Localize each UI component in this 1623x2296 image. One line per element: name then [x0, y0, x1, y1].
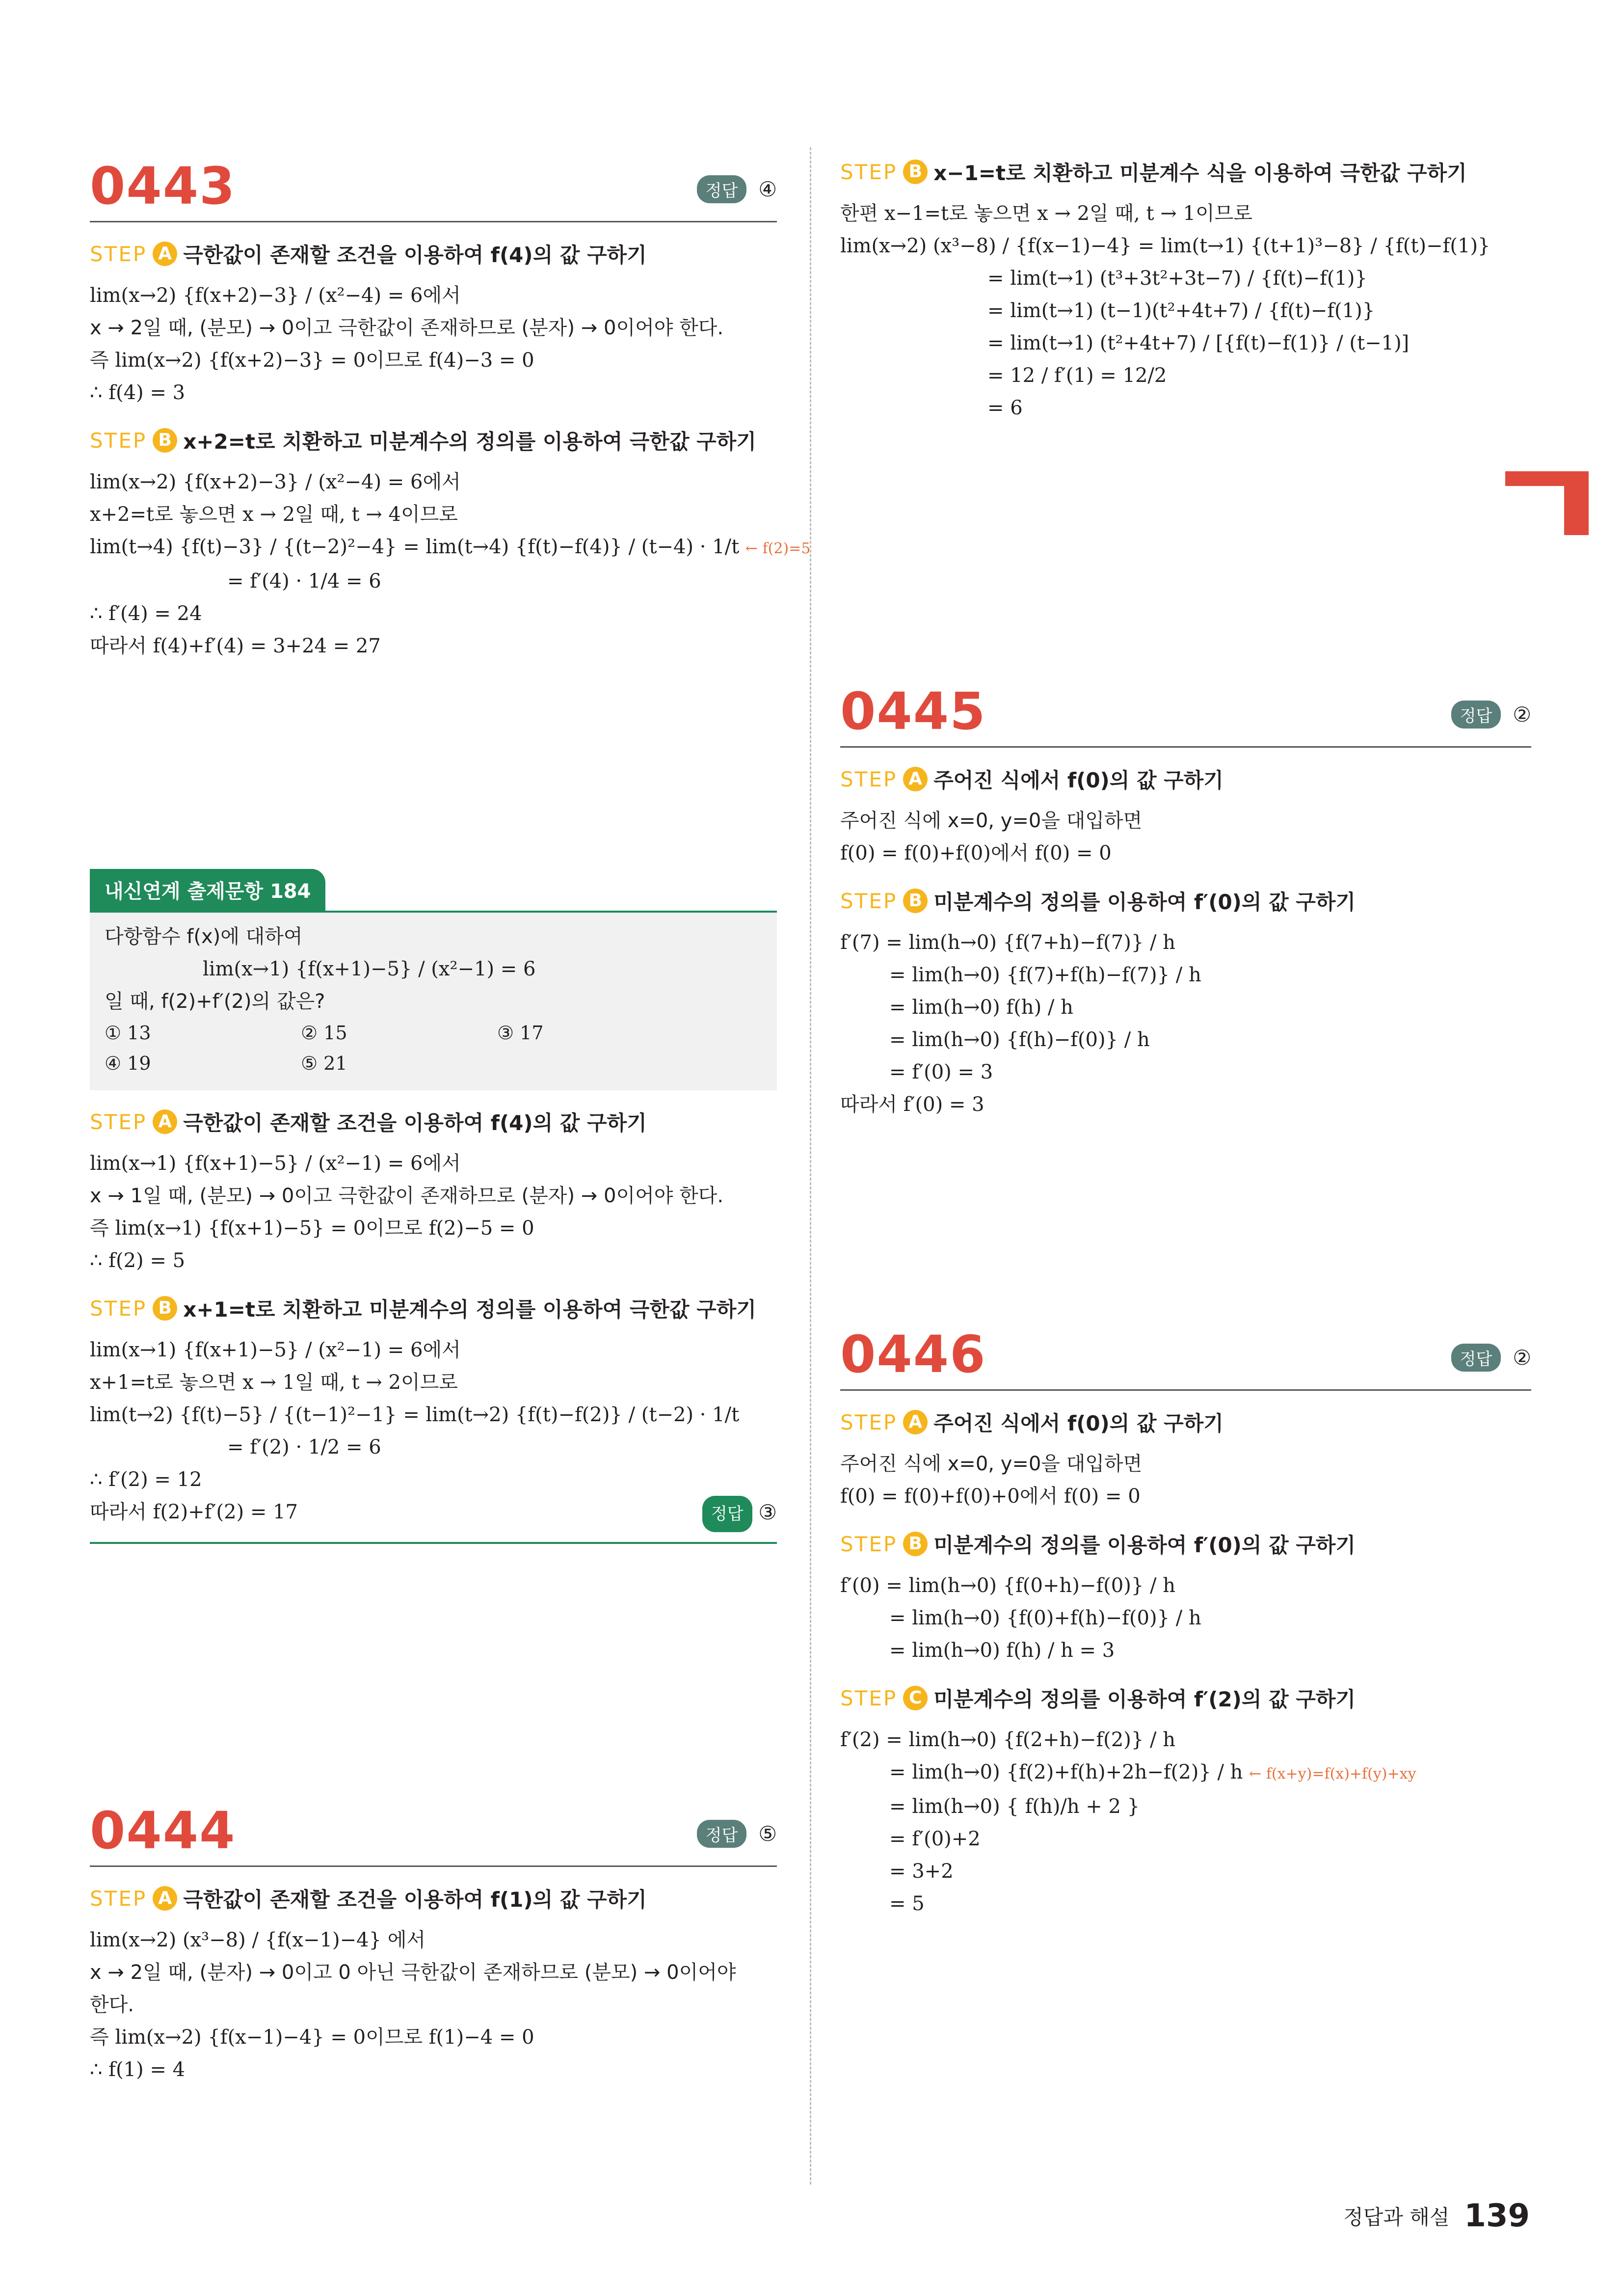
step-label: STEP	[90, 242, 147, 266]
solution-line: x+1=t로 놓으면 x → 1일 때, t → 2이므로	[90, 1371, 458, 1394]
problem-0444-continued	[840, 157, 1531, 424]
step-letter: B	[903, 160, 928, 184]
solution-line: 따라서 f(4)+f′(4) = 3+24 = 27	[90, 635, 381, 657]
solution-line: ∴ f(1) = 4	[90, 2058, 186, 2081]
step-title: 미분계수의 정의를 이용하여 f′(2)의 값 구하기	[933, 1687, 1356, 1711]
related-problem-box	[90, 869, 777, 1544]
solution-line: 한다.	[90, 1994, 134, 2016]
chapter-tab	[1564, 471, 1589, 535]
problem-number: 0444	[90, 1801, 236, 1861]
question-line: 다항함수 f(x)에 대하여	[105, 925, 303, 948]
step-title: 미분계수의 정의를 이용하여 f′(0)의 값 구하기	[933, 1533, 1356, 1557]
solution-line: = f′(0) = 3	[889, 1061, 993, 1083]
step-letter: A	[903, 1410, 928, 1434]
answer	[702, 1496, 777, 1532]
choice-2: ② 15	[301, 1022, 347, 1044]
box-header	[90, 869, 777, 913]
box-end-rule	[90, 1542, 777, 1544]
solution-line: 따라서 f′(0) = 3	[840, 1093, 984, 1116]
question-line: 일 때, f(2)+f′(2)의 값은?	[105, 990, 325, 1013]
question-line: lim(x→1) {f(x+1)−5} / (x²−1) = 6	[203, 958, 536, 980]
solution-line: x → 1일 때, (분모) → 0이고 극한값이 존재하므로 (분자) → 0이어야 한다.	[90, 1185, 724, 1207]
solution-line: 즉 lim(x→2) {f(x+2)−3} = 0이므로 f(4)−3 = 0	[90, 349, 534, 372]
problem-header	[90, 147, 777, 222]
solution-line: = lim(h→0) f(h) / h = 3	[889, 1639, 1115, 1662]
conclusion: 따라서 f(2)+f′(2) = 17	[90, 1501, 298, 1523]
step-letter: A	[153, 242, 177, 266]
step-title: 주어진 식에서 f(0)의 값 구하기	[933, 1411, 1224, 1435]
step-label: STEP	[840, 1410, 898, 1434]
solution-line	[840, 1756, 1531, 1790]
step-b-heading	[840, 157, 1531, 187]
step-letter: B	[903, 889, 928, 913]
choice-3: ③ 17	[497, 1022, 544, 1044]
solution-line: = lim(h→0) { f(h)/h + 2 }	[889, 1795, 1140, 1818]
problem-header	[840, 673, 1531, 748]
step-letter: B	[153, 428, 177, 453]
step-title: 주어진 식에서 f(0)의 값 구하기	[933, 768, 1224, 792]
solution-line	[90, 1496, 777, 1532]
side-note: ← f(x+y)=f(x)+f(y)+xy	[1249, 1765, 1416, 1783]
step-label: STEP	[840, 1686, 898, 1710]
problem-header	[90, 1792, 777, 1867]
equation: = lim(h→0) {f(2)+f(h)+2h−f(2)} / h	[889, 1761, 1243, 1783]
footer-label: 정답과 해설	[1343, 2205, 1450, 2229]
equation: lim(t→4) {f(t)−3} / {(t−2)²−4} = lim(t→4) {f(t)−f(4)} / (t−4) · 1/t	[90, 536, 740, 558]
problem-0446	[840, 1316, 1531, 1920]
solution-line: lim(x→2) {f(x+2)−3} / (x²−4) = 6에서	[90, 284, 461, 307]
problem-0445	[840, 673, 1531, 1121]
solution-line: = lim(h→0) {f(h)−f(0)} / h	[889, 1028, 1150, 1051]
solution-line: = f′(0)+2	[889, 1828, 981, 1850]
choice-5: ⑤ 21	[301, 1053, 347, 1074]
step-title: 극한값이 존재할 조건을 이용하여 f(4)의 값 구하기	[183, 243, 647, 267]
solution-line: 즉 lim(x→2) {f(x−1)−4} = 0이므로 f(1)−4 = 0	[90, 2026, 534, 2049]
solution-line: lim(x→2) (x³−8) / {f(x−1)−4} = lim(t→1) {(t+1)³−8} / {f(t)−f(1)}	[840, 235, 1490, 257]
step-b-heading	[90, 426, 777, 455]
step-letter: A	[153, 1886, 177, 1911]
problem-0444	[90, 1792, 777, 2086]
solution-line: f(0) = f(0)+f(0)+0에서 f(0) = 0	[840, 1485, 1141, 1508]
step-label: STEP	[840, 1532, 898, 1556]
solution-line: ∴ f(4) = 3	[90, 381, 186, 404]
choice-1: ① 13	[105, 1022, 151, 1044]
answer	[697, 1820, 777, 1848]
solution-line: = f′(4) · 1/4 = 6	[227, 570, 381, 593]
solution-line: f′(7) = lim(h→0) {f(7+h)−f(7)} / h	[840, 931, 1175, 954]
answer-badge: 정답	[697, 175, 747, 203]
step-letter: C	[903, 1686, 928, 1710]
step-title: 미분계수의 정의를 이용하여 f′(0)의 값 구하기	[933, 890, 1356, 914]
problem-number: 0445	[840, 681, 986, 741]
solution-line: x+2=t로 놓으면 x → 2일 때, t → 4이므로	[90, 503, 458, 526]
step-label: STEP	[90, 1109, 147, 1134]
answer-choice: ⑤	[758, 1822, 777, 1846]
solution-line: = lim(h→0) {f(0)+f(h)−f(0)} / h	[889, 1607, 1201, 1629]
step-a-heading	[90, 1107, 777, 1136]
solution-line: 주어진 식에 x=0, y=0을 대입하면	[840, 810, 1143, 832]
solution-line: lim(x→1) {f(x+1)−5} / (x²−1) = 6에서	[90, 1339, 461, 1361]
step-b-heading	[840, 886, 1531, 916]
answer-choice: ②	[1513, 702, 1531, 727]
step-b-heading	[840, 1529, 1531, 1559]
step-title: x+2=t로 치환하고 미분계수의 정의를 이용하여 극한값 구하기	[183, 430, 756, 454]
step-title: x+1=t로 치환하고 미분계수의 정의를 이용하여 극한값 구하기	[183, 1297, 756, 1322]
step-label: STEP	[90, 1296, 147, 1321]
step-b-heading	[90, 1294, 777, 1323]
problem-header	[840, 1316, 1531, 1391]
step-a-heading	[840, 1407, 1531, 1437]
solution-line: = 5	[889, 1892, 925, 1915]
solution-line: ∴ f(2) = 5	[90, 1249, 186, 1272]
solution-line: = 6	[987, 397, 1023, 419]
problem-number: 0446	[840, 1324, 986, 1384]
solution-line: f′(0) = lim(h→0) {f(0+h)−f(0)} / h	[840, 1574, 1175, 1597]
solution-line: = 12 / f′(1) = 12/2	[987, 364, 1167, 387]
solution-line: 한편 x−1=t로 놓으면 x → 2일 때, t → 1이므로	[840, 202, 1252, 225]
step-a-heading	[90, 239, 777, 269]
solution-line: lim(x→1) {f(x+1)−5} / (x²−1) = 6에서	[90, 1152, 461, 1175]
answer	[1451, 701, 1531, 729]
answer-choice: ②	[1513, 1346, 1531, 1370]
solution-line: = 3+2	[889, 1860, 954, 1883]
solution-line: 즉 lim(x→1) {f(x+1)−5} = 0이므로 f(2)−5 = 0	[90, 1217, 534, 1240]
solution-line: lim(x→2) {f(x+2)−3} / (x²−4) = 6에서	[90, 471, 461, 493]
box-title: 내신연계 출제문항 184	[90, 869, 325, 911]
answer-choice: ③	[758, 1500, 777, 1524]
solution-line: = lim(t→1) (t−1)(t²+4t+7) / {f(t)−f(1)}	[987, 299, 1375, 322]
step-letter: A	[153, 1109, 177, 1134]
solution-line: f′(2) = lim(h→0) {f(2+h)−f(2)} / h	[840, 1729, 1175, 1751]
page-footer	[1343, 2198, 1530, 2234]
solution-line: = lim(t→1) (t³+3t²+3t−7) / {f(t)−f(1)}	[987, 267, 1367, 290]
choices	[105, 1018, 762, 1079]
page-number: 139	[1464, 2198, 1530, 2234]
step-a-heading	[840, 764, 1531, 794]
solution-line: x → 2일 때, (분모) → 0이고 극한값이 존재하므로 (분자) → 0이어야 한다.	[90, 317, 724, 339]
step-c-heading	[840, 1683, 1531, 1713]
solution-line: f(0) = f(0)+f(0)에서 f(0) = 0	[840, 842, 1112, 864]
solution-line: = f′(2) · 1/2 = 6	[227, 1436, 381, 1459]
solution-line: = lim(t→1) (t²+4t+7) / [{f(t)−f(1)} / (t−1)]	[987, 332, 1410, 354]
solution-line: ∴ f′(4) = 24	[90, 602, 202, 625]
choice-4: ④ 19	[105, 1053, 151, 1074]
answer	[697, 175, 777, 203]
step-label: STEP	[840, 767, 898, 791]
answer	[1451, 1344, 1531, 1372]
solution-line: = lim(h→0) f(h) / h	[889, 996, 1073, 1019]
step-a-heading	[90, 1884, 777, 1913]
step-label: STEP	[840, 889, 898, 913]
step-letter: B	[903, 1532, 928, 1556]
solution-line: 주어진 식에 x=0, y=0을 대입하면	[840, 1453, 1143, 1475]
solution-line: = lim(h→0) {f(7)+f(h)−f(7)} / h	[889, 964, 1201, 986]
problem-0443	[90, 147, 811, 662]
step-title: 극한값이 존재할 조건을 이용하여 f(4)의 값 구하기	[183, 1111, 647, 1135]
answer-badge: 정답	[1451, 701, 1501, 729]
answer-choice: ④	[758, 177, 777, 201]
solution-line: ∴ f′(2) = 12	[90, 1468, 202, 1491]
step-letter: A	[903, 767, 928, 791]
answer-badge: 정답	[702, 1496, 752, 1532]
box-question	[90, 913, 777, 1090]
step-letter: B	[153, 1296, 177, 1321]
step-label: STEP	[90, 1886, 147, 1911]
column-divider	[810, 147, 811, 2185]
step-label: STEP	[90, 428, 147, 453]
answer-badge: 정답	[1451, 1344, 1501, 1372]
solution-line: lim(x→2) (x³−8) / {f(x−1)−4} 에서	[90, 1929, 426, 1951]
step-title: 극한값이 존재할 조건을 이용하여 f(1)의 값 구하기	[183, 1888, 647, 1912]
step-title: x−1=t로 치환하고 미분계수 식을 이용하여 극한값 구하기	[933, 161, 1467, 185]
side-note: ← f(2)=5	[745, 540, 811, 557]
solution-line: x → 2일 때, (분자) → 0이고 0 아닌 극한값이 존재하므로 (분모) → 0이어야	[90, 1961, 736, 1984]
answer-badge: 정답	[697, 1820, 747, 1848]
solution-line: lim(t→2) {f(t)−5} / {(t−1)²−1} = lim(t→2) {f(t)−f(2)} / (t−2) · 1/t	[90, 1404, 740, 1426]
problem-number: 0443	[90, 156, 236, 216]
step-label: STEP	[840, 160, 898, 184]
solution-line	[90, 531, 811, 565]
